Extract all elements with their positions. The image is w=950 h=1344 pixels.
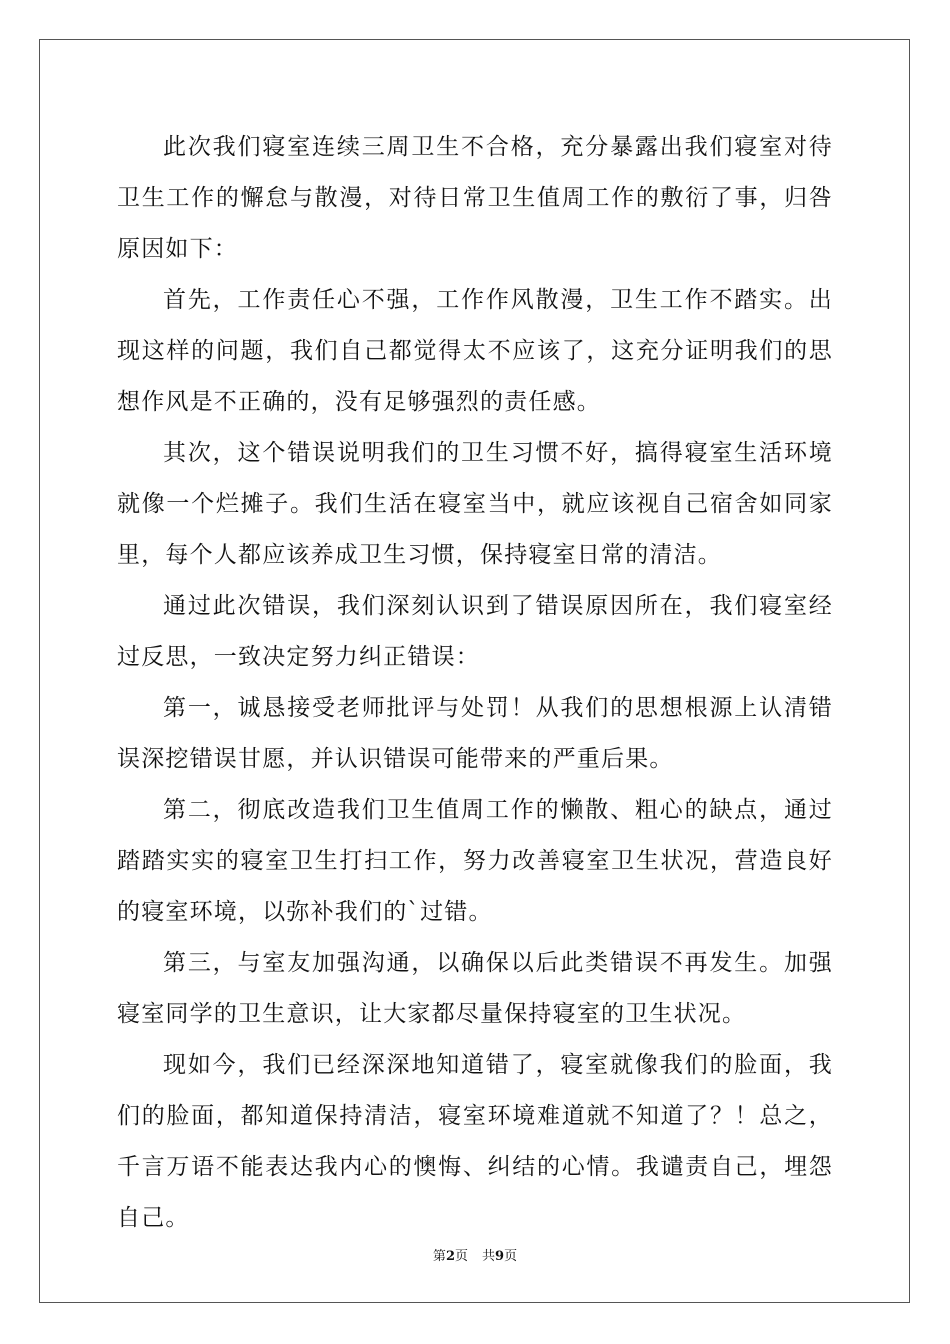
paragraph-1: 此次我们寝室连续三周卫生不合格，充分暴露出我们寝室对待卫生工作的懈怠与散漫，对待日常卫生值周工作的敷衍了事，归咎原因如下： (117, 134, 833, 262)
page-footer (0, 1245, 950, 1264)
document-body (117, 122, 833, 1244)
paragraph-7: 第三，与室友加强沟通，以确保以后此类错误不再发生。加强寝室同学的卫生意识，让大家都尽量保持寝室的卫生状况。 (117, 950, 833, 1027)
total-suffix: 页 (504, 1249, 518, 1264)
page-suffix: 页 (454, 1249, 468, 1264)
paragraph-2: 首先，工作责任心不强，工作作风散漫，卫生工作不踏实。出现这样的问题，我们自己都觉得太不应该了，这充分证明我们的思想作风是不正确的，没有足够强烈的责任感。 (117, 287, 833, 415)
current-page-number: 2 (445, 1249, 455, 1264)
paragraph-8: 现如今，我们已经深深地知道错了，寝室就像我们的脸面，我们的脸面，都知道保持清洁，寝室环境难道就不知道了？！总之，千言万语不能表达我内心的懊悔、纠结的心情。我谴责自己，埋怨自己。 (117, 1052, 833, 1231)
page-prefix: 第 (432, 1249, 446, 1264)
total-pages-number: 9 (495, 1249, 505, 1264)
paragraph-5: 第一，诚恳接受老师批评与处罚！从我们的思想根源上认清错误深挖错误甘愿，并认识错误可能带来的严重后果。 (117, 695, 833, 772)
paragraph-3: 其次，这个错误说明我们的卫生习惯不好，搞得寝室生活环境就像一个烂摊子。我们生活在寝室当中，就应该视自己宿舍如同家里，每个人都应该养成卫生习惯，保持寝室日常的清洁。 (117, 440, 833, 568)
paragraph-4: 通过此次错误，我们深刻认识到了错误原因所在，我们寝室经过反思，一致决定努力纠正错误： (117, 593, 833, 670)
total-prefix: 共 (482, 1249, 496, 1264)
paragraph-6: 第二，彻底改造我们卫生值周工作的懒散、粗心的缺点，通过踏踏实实的寝室卫生打扫工作，努力改善寝室卫生状况，营造良好的寝室环境，以弥补我们的`过错。 (117, 797, 833, 925)
